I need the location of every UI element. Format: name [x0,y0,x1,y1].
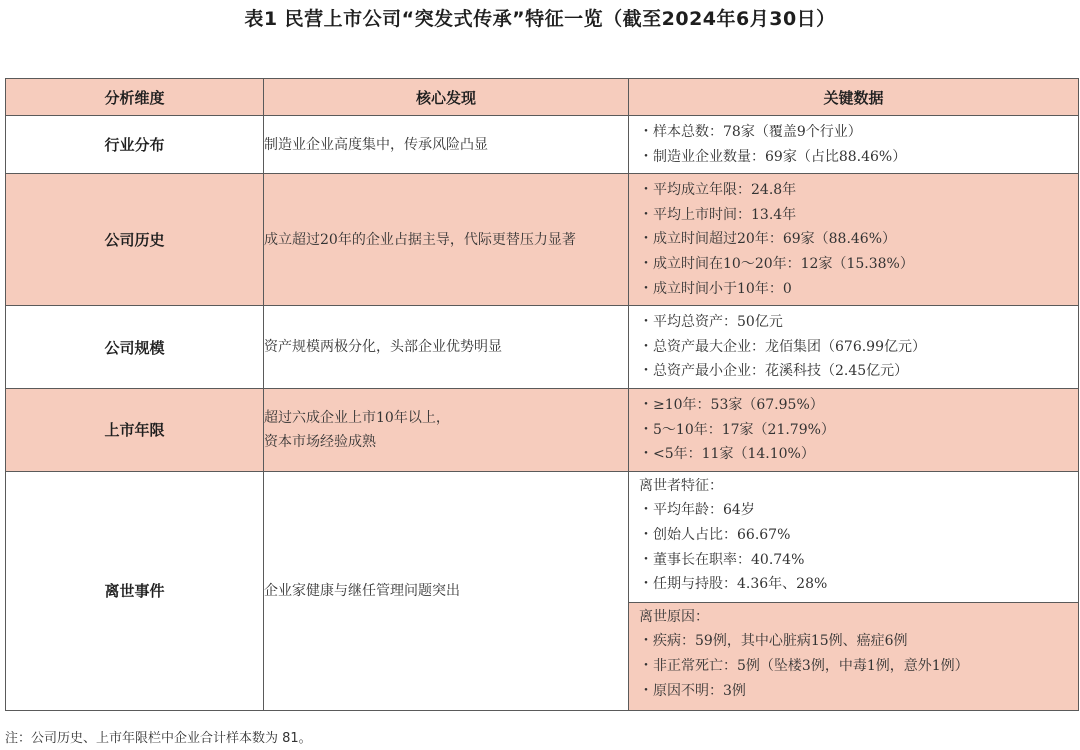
row-finding [264,388,629,471]
key-item: ・原因不明：3例 [639,682,746,699]
table-row [6,116,1079,174]
table-row [6,388,1079,471]
row-dimension: 公司规模 [6,306,264,389]
row-key-data [629,116,1079,174]
header-dimension: 分析维度 [6,79,264,116]
row-key-data [629,306,1079,389]
row-dimension: 离世事件 [6,471,264,710]
key-item: ・成立时间在10～20年：12家（15.38%） [639,255,914,272]
row-finding: 企业家健康与继任管理问题突出 [264,471,629,710]
finding-line: 超过六成企业上市10年以上， [264,409,450,426]
row-key-data [629,471,1079,710]
group-heading: 离世原因： [639,608,709,625]
row-dimension: 上市年限 [6,388,264,471]
deceased-traits-group [629,472,1078,603]
row-key-data [629,174,1079,306]
key-item: ・疾病：59例，其中心脏病15例、癌症6例 [639,633,908,650]
table-title: 表1 民营上市公司“突发式传承”特征一览（截至2024年6月30日） [244,8,836,30]
key-item: ・平均上市时间：13.4年 [639,206,797,223]
finding-line: 资本市场经验成熟 [264,433,376,450]
key-item: ・创始人占比：66.67% [639,526,791,543]
group-heading: 离世者特征： [639,477,723,494]
header-finding: 核心发现 [264,79,629,116]
key-item: ・平均年龄：64岁 [639,502,755,519]
key-item: ・≥10年：53家（67.95%） [639,396,824,413]
feature-table [5,78,1079,711]
row-dimension: 行业分布 [6,116,264,174]
table-row [6,174,1079,306]
key-item: ・平均成立年限：24.8年 [639,182,797,199]
key-item: ・<5年：11家（14.10%） [639,446,815,463]
table-row [6,471,1079,710]
key-item: ・任期与持股：4.36年、28% [639,576,828,593]
key-item: ・非正常死亡：5例（坠楼3例，中毒1例，意外1例） [639,657,969,674]
key-item: ・样本总数：78家（覆盖9个行业） [639,124,862,140]
row-finding: 制造业企业高度集中，传承风险凸显 [264,116,629,174]
key-item: ・董事长在职率：40.74% [639,551,805,568]
death-causes-group [629,603,1078,710]
row-key-data [629,388,1079,471]
key-item: ・成立时间超过20年：69家（88.46%） [639,231,897,248]
table-row [6,306,1079,389]
row-dimension: 公司历史 [6,174,264,306]
key-item: ・总资产最大企业：龙佰集团（676.99亿元） [639,338,926,355]
header-key-data: 关键数据 [629,79,1079,116]
row-finding: 资产规模两极分化，头部企业优势明显 [264,306,629,389]
key-item: ・总资产最小企业：花溪科技（2.45亿元） [639,363,909,380]
key-item: ・平均总资产：50亿元 [639,314,783,331]
key-item: ・制造业企业数量：69家（占比88.46%） [639,148,907,165]
table-header-row [6,79,1079,116]
row-finding: 成立超过20年的企业占据主导，代际更替压力显著 [264,174,629,306]
key-item: ・成立时间小于10年：0 [639,280,792,297]
key-item: ・5～10年：17家（21.79%） [639,421,835,438]
table-note: 注：公司历史、上市年限栏中企业合计样本数为 81。 [5,731,312,746]
